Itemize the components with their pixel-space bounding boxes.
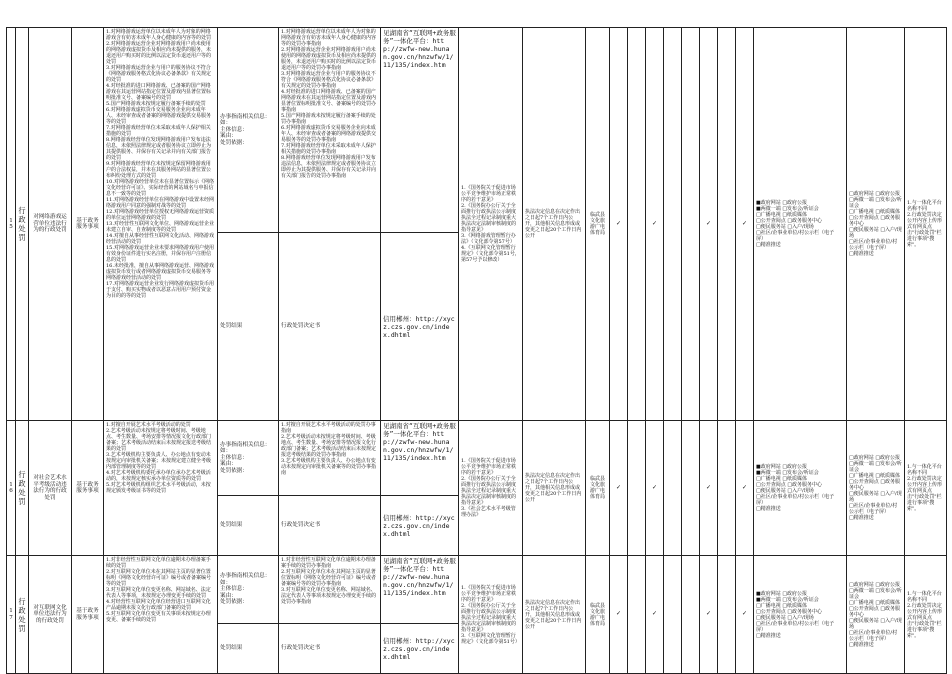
disclosure-channels: ■政府网站 □政府公报 ■两微一端 □发布会/听证会 □广播电视 □纸质媒体 □公开查阅点 □政务服务中心 □便民服务站 □入户/现场 □社区/企事业单位/村公示栏（电子屏） □精准推送: [754, 556, 847, 674]
check-cell: [664, 556, 682, 674]
disclosure-timing: 执法决定信息在决定作出之日起7个工作日内公开，其他相关信息形成或变更之日起20个工作日内公开: [523, 421, 586, 556]
check-cell: ✓: [736, 421, 754, 556]
check-cell: [682, 556, 700, 674]
disclosure-channels-alt: □政府网站 □政府公报 □两微一端 □发布会/听证会 □广播电视 □纸质媒体 □公开查阅点 □政务服务中心 □便民服务站 □入户/现场 □社区/企事业单位/村公示栏（电子屏） □精准推送: [847, 556, 905, 674]
portal-link-top[interactable]: 见湖南省“互联网+政务服务”一体化平台：http://zwfw-new.hunan.gov.cn/hnzwfw/1/11/135/index.htm: [381, 421, 459, 496]
penalty-basis: 1.对非经营性互联网文化单位逾期未办理备案手续的处罚 2.对互联网文化单位未在其网站主页的显著位置标明《网络文化经营许可证》编号或者备案编号等的处罚 3.对互联网文化单位变更名称、网站域名、法定代表人等事项，未按规定办理变更手续的处罚 4.对经营性互联网文化单位经营进口互联网文化产品逾期未报文化行政部门备案的处罚 5.对互联网文化单位变更有关事项未按规定办理变更、备案手续的处罚: [104, 556, 218, 674]
responsible-dept: 临武县文化旅游广电体育局: [586, 556, 610, 674]
disclosure-channels: ■政府网站 □政府公报 ■两微一端 □发布会/听证会 □广播电视 □纸质媒体 □公开查阅点 □政务服务中心 □便民服务站 □入户/现场 □社区/企事业单位/村公示栏（电子屏） □精准推送: [754, 421, 847, 556]
result-label: 处罚结果: [218, 624, 279, 674]
disclosure-timing: 执法决定信息在决定作出之日起7个工作日内公开，其他相关信息形成或变更之日起20个工作日内公开: [523, 556, 586, 674]
guide-text: 1.对擅自开展艺术水平考级活动的处罚办事指南 2.艺术考级活动未按规定将考级时间、考级地点、考生数量、考场安排等情况报文化行政部门备案；艺术考级活动结束后未按规定报送考级结果的处罚办事指南 3.艺术考级机构主要负责人、办公地点有变动未按规定向审批机关备案等的处罚办事指南: [279, 421, 381, 496]
disclosure-channels-alt: □政府网站 □政府公报 □两微一端 □发布会/听证会 □广播电视 □纸质媒体 □公开查阅点 □政务服务中心 □便民服务站 □入户/现场 □社区/企事业单位/村公示栏（电子屏） □精准推送: [847, 28, 905, 421]
check-cell: [682, 421, 700, 556]
guide-label: 办事指南相关信息： 如： 主体信息： 案由： 处罚依据：: [218, 556, 279, 624]
check-cell: [628, 556, 646, 674]
remarks: 1.与一体化平台名称不同 2.行政处罚决定公开内容上传形式有网页点击"行政处罚"栏进行事项"搜索"。: [905, 556, 947, 674]
table-row: [7, 556, 947, 624]
guide-text: 1.对网络游戏运营单位以未成年人为对象的网络游戏含有妨害未成年人身心健康的内容等的处罚办事指南 2.对网络游戏运营企业对网络游戏用户尚未使用的网络游戏虚拟货币及相应尚未提供的服务，未退还用户购买时的比例以法定货币退还用户等的处罚办事指南 3.对网络游戏运营企业与用户的服务协议不符合《网络游戏服务格式化协议必备条款》有关规定的处罚办事指南 4.对经批准的进口网络游戏、已备案的国产网络游戏未在其运营网站指定位置及游戏内显著位置标明批准文号、备案编号的处罚办事指南 5.国产网络游戏未按规定履行备案手续的处罚办事指南 6.对网络游戏虚拟货币交易服务企业向未成年人、未经审查或者备案的网络游戏提供交易服务等的处罚办事指南 7.对网络游戏经营单位未采取未成年人保护相关措施的处罚办事指南 8.网络游戏经营单位发现网络游戏用户发布违法信息，未依照法律规定或者服务协议立即停止为其提供服务、并保存有关记录并向有关部门报告的处罚办事指南: [279, 28, 381, 233]
check-cell: [718, 421, 736, 556]
remarks: 1.与一体化平台名称不同 2.行政处罚决定公开内容上传形式有网页点击"行政处罚"栏进行事项"搜索"。: [905, 421, 947, 556]
check-cell: [628, 28, 646, 421]
result-label: 处罚结果: [218, 233, 279, 421]
check-cell: ✓: [700, 421, 718, 556]
check-cell: ✓: [610, 421, 628, 556]
responsible-dept: 临武县文化旅游广电体育局: [586, 421, 610, 556]
guide-text: 1.对非经营性互联网文化单位逾期未办理备案手续的处罚办事指南 2.对互联网文化单位未在其网站主页的显著位置标明《网络文化经营许可证》编号或者备案编号等的处罚办事指南 3.对互联网文化单位变更名称、网站域名、法定代表人等事项未按规定办理变更手续的处罚办事指南: [279, 556, 381, 624]
check-cell: ✓: [646, 28, 664, 421]
portal-link-bottom[interactable]: 信用郴州：http://xycz.czs.gov.cn/index.dhtml: [381, 233, 459, 421]
law-basis: 1.《国务院关于促进市场公平竞争维护市场正常秩序的若干意见》 2.《国务院办公厅关于全面推行行政执法公示制度执法全过程记录制度重大执法决定法制审核制度的指导意见》 3.《社会艺术水平考级管理办法》: [459, 421, 523, 556]
law-basis: 1.《国务院关于促进市场公平竞争维护市场正常秩序的若干意见》 2.《国务院办公厅关于全面推行行政执法公示制度执法全过程记录制度重大执法决定法制审核制度的指导意见》 3.《网络游戏管理暂行办法》（文化部令第57号） 4.《互联网文化管理暂行规定》（文化部令第51号，第57号予以修改）: [459, 28, 523, 421]
portal-link-bottom[interactable]: 信用郴州：http://xycz.czs.gov.cn/index.dhtml: [381, 496, 459, 556]
result-text: 行政处罚决定书: [279, 624, 381, 674]
row-number: 17: [7, 556, 16, 674]
check-cell: ✓: [646, 556, 664, 674]
item-category: 行政处罚: [16, 28, 29, 421]
item-level: 基于政务服务事项: [72, 28, 104, 421]
check-cell: ✓: [736, 556, 754, 674]
result-text: 行政处罚决定书: [279, 496, 381, 556]
check-cell: [664, 28, 682, 421]
check-cell: ✓: [736, 28, 754, 421]
check-cell: ✓: [610, 556, 628, 674]
item-level: 基于政务服务事项: [72, 556, 104, 674]
item-category: 行政处罚: [16, 556, 29, 674]
check-cell: [664, 421, 682, 556]
item-category: 行政处罚: [16, 421, 29, 556]
guide-label: 办事指南相关信息： 如： 主体信息： 案由： 处罚依据：: [218, 421, 279, 496]
result-text: 行政处罚决定书: [279, 233, 381, 421]
check-cell: [682, 28, 700, 421]
disclosure-channels-alt: □政府网站 □政府公报 □两微一端 □发布会/听证会 □广播电视 □纸质媒体 □公开查阅点 □政务服务中心 □便民服务站 □入户/现场 □社区/企事业单位/村公示栏（电子屏） □精准推送: [847, 421, 905, 556]
item-name: 对网络游戏运营单位违法行为的行政处罚: [29, 28, 72, 421]
check-cell: ✓: [646, 421, 664, 556]
item-level: 基于政务服务事项: [72, 421, 104, 556]
remarks: 1.与一体化平台名称不同 2.行政处罚决定公开内容上传形式有网页点击"行政处罚"栏进行事项"搜索"。: [905, 28, 947, 421]
item-name: 对社会艺术水平考级活动违法行为的行政处罚: [29, 421, 72, 556]
check-cell: [718, 28, 736, 421]
penalty-basis: 1.对擅自开展艺术水平考级活动的处罚 2.艺术考级活动未按规定将考级时间、考级地点、考生数量、考场安排等情况报文化行政部门备案；艺术考级活动结束后未按规定报送考级结果的处罚 3.艺术考级机构主要负责人、办公地点有变动未按规定向审批机关备案；未按规定建立健全考级内部管理制度等的处罚 4.对艺术考级机构委托承办单位承办艺术考级活动的，未按规定核实承办单位资质等的处罚 5.对艺术考级机构组织艺术水平考级活动，未按规定颁发考级证书等的处罚: [104, 421, 218, 556]
table-row: [7, 421, 947, 496]
portal-link-bottom[interactable]: 信用郴州：http://xycz.czs.gov.cn/index.dhtml: [381, 624, 459, 674]
check-cell: [718, 556, 736, 674]
check-cell: ✓: [700, 28, 718, 421]
item-name: 对互联网文化单位违法行为的行政处罚: [29, 556, 72, 674]
disclosure-table: [6, 27, 947, 674]
row-number: 16: [7, 421, 16, 556]
table-row: [7, 28, 947, 233]
disclosure-channels: ■政府网站 □政府公报 ■两微一端 □发布会/听证会 □广播电视 □纸质媒体 □公开查阅点 □政务服务中心 □便民服务站 □入户/现场 □社区/企事业单位/村公示栏（电子屏） □精准推送: [754, 28, 847, 421]
portal-link-top[interactable]: 见湖南省“互联网+政务服务”一体化平台：http://zwfw-new.hunan.gov.cn/hnzwfw/1/11/135/index.htm: [381, 556, 459, 624]
portal-link-top[interactable]: 见湖南省“互联网+政务服务”一体化平台：http://zwfw-new.hunan.gov.cn/hnzwfw/1/11/135/index.htm: [381, 28, 459, 233]
penalty-basis: 1.对网络游戏运营单位以未成年人为对象的网络游戏含有妨害未成年人身心健康的内容等的处罚 2.对网络游戏运营企业对网络游戏用户尚未使用的网络游戏虚拟货币及相应尚未提供的服务，未退还用户购买时的比例以法定货币退还用户等的处罚 3.对网络游戏运营企业与用户的服务协议不符合《网络游戏服务格式化协议必备条款》有关规定的处罚 4.对经批准的进口网络游戏、已备案的国产网络游戏在其运营网站指定位置及游戏内显著位置标明批准文号、备案编号的处罚 5.国产网络游戏未按规定履行备案手续的处罚 6.对网络游戏虚拟货币交易服务企业向未成年人、未经审查或者备案的网络游戏提供交易服务等的处罚 7.对网络游戏经营单位未采取未成年人保护相关措施的处罚 8.网络游戏经营单位发现网络游戏用户发布违法信息，未依照法律规定或者服务协议立即停止为其提供服务、并保存有关记录并向有关部门报告的处罚 9.对网络游戏经营单位未按规定保留网络游戏用户的合法权益，并未在其服务网站的显著位置公布纠纷处理方式的处罚 10.对网络游戏经营单位未在显著位置标示《网络文化经营许可证》、实际经营的网站域名与申报信息不一致等的处罚 11.对网络游戏经营单位在网络游戏中设置未经网络游戏用户同意的强制对战等的处罚 12.对网络游戏经营单位授权无网络游戏运营资质的单位运营网络游戏的处罚 13.对经营性互联网文化单位、网络游戏运营企业未建立自审、自查制度等的处罚 14.对擅自从事经营性互联网文化活动、网络游戏经营活动的处罚 15.对网络游戏运营企业未要求网络游戏用户使用有效身份证件进行实名注册，并保存用户注册信息的处罚 16.未经批准，擅自从事网络游戏运营、网络游戏虚拟货币发行或者网络游戏虚拟货币交易服务等网络游戏经营活动的处罚 17.对网络游戏运营企业发行网络游戏虚拟货币用于支付、购买实物或者以恶意占用用户预付资金为目的的等的处罚: [104, 28, 218, 421]
check-cell: ✓: [700, 556, 718, 674]
law-basis: 1.《国务院关于促进市场公平竞争维护市场正常秩序的若干意见》 2.《国务院办公厅关于全面推行行政执法公示制度执法全过程记录制度重大执法决定法制审核制度的指导意见》 3.《互联网文化管理暂行规定》（文化部令第51号）: [459, 556, 523, 674]
guide-label: 办事指南相关信息： 如： 主体信息： 案由： 处罚依据：: [218, 28, 279, 233]
check-cell: ✓: [610, 28, 628, 421]
responsible-dept: 临武县文化旅游广电体育局: [586, 28, 610, 421]
row-number: 15: [7, 28, 16, 421]
check-cell: [628, 421, 646, 556]
result-label: 处罚结果: [218, 496, 279, 556]
disclosure-timing: 执法决定信息在决定作出之日起7个工作日内公开，其他相关信息形成或变更之日起20个工作日内公开: [523, 28, 586, 421]
